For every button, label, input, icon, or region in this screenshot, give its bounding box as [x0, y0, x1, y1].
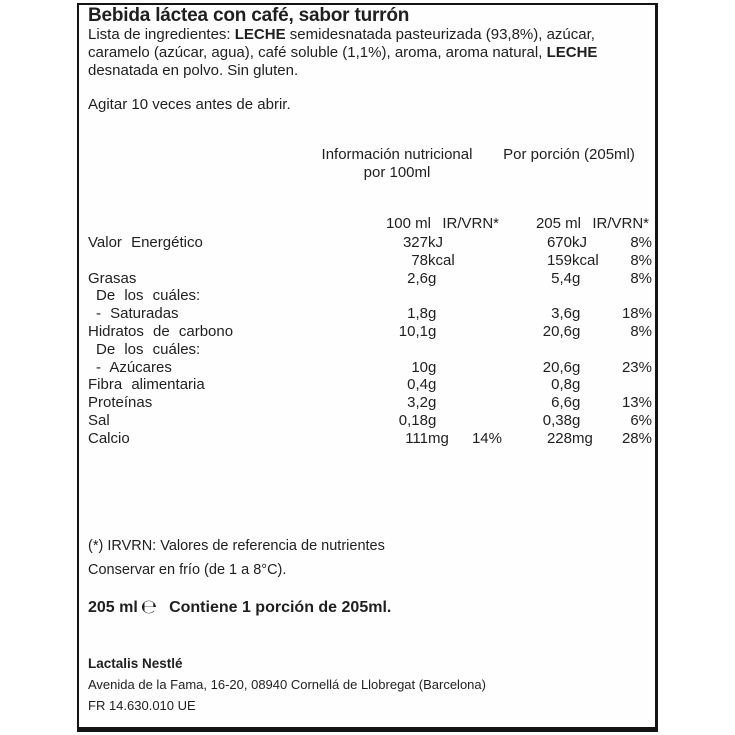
nutrient-name: Valor Energético — [88, 234, 203, 251]
nutrition-header-per-portion: Por porción (205ml) — [503, 146, 635, 163]
ingredient-text: semidesnatada pasteurizada (93,8%), azúcar, — [285, 26, 595, 43]
value-205ml-unit: g — [572, 269, 581, 287]
value-100ml-number: 78 — [411, 251, 428, 269]
nutrition-row — [88, 234, 658, 252]
nutrient-name: Proteínas — [88, 394, 153, 412]
value-205ml-number: 670 — [546, 234, 572, 251]
ingredients-line — [88, 44, 650, 62]
nutrition-row — [88, 341, 658, 359]
manufacturer-name: Lactalis Nestlé — [88, 656, 183, 671]
value-205ml-unit: mg — [572, 429, 593, 447]
ingredient-allergen: LECHE — [546, 44, 598, 61]
value-100ml-unit: g — [428, 376, 437, 394]
value-100ml-unit: mg — [428, 429, 449, 447]
net-quantity — [88, 596, 392, 618]
product-label — [77, 3, 658, 732]
nutrition-row — [88, 359, 658, 377]
storage-instruction: Conservar en frío (de 1 a 8°C). — [88, 562, 287, 578]
irvrn-205ml-value: 8% — [630, 251, 652, 269]
irvrn-205ml-value: 28% — [621, 429, 652, 447]
ingredients-line — [88, 26, 650, 44]
value-205ml-number: 5,4 — [551, 269, 572, 287]
nutrient-name: Hidratos de carbono — [88, 323, 234, 340]
manufacturer-registration: FR 14.630.010 UE — [88, 698, 196, 713]
nutrient-name: Grasas — [88, 269, 137, 287]
ingredient-allergen: LECHE — [234, 26, 286, 43]
value-100ml-unit: g — [428, 305, 437, 323]
nutrient-name: De los cuáles: — [96, 340, 201, 358]
value-100ml-number: 2,6 — [407, 269, 428, 287]
irvrn-footnote: (*) IRVRN: Valores de referencia de nutrientes — [88, 538, 385, 554]
ingredient-text: caramelo (azúcar, agua), café soluble (1,1%), aroma, aroma natural, — [88, 44, 547, 61]
irvrn-205ml-value: 8% — [630, 269, 652, 287]
value-205ml-number: 6,6 — [551, 394, 572, 412]
nutrition-row — [88, 394, 658, 412]
product-title: Bebida láctea con café, sabor turrón — [88, 5, 410, 26]
column-header-100ml: 100 ml — [385, 215, 431, 232]
value-205ml-number: 228 — [546, 429, 572, 447]
value-205ml-unit: g — [572, 376, 581, 394]
ingredient-text: desnatada en polvo. Sin gluten. — [88, 62, 299, 79]
value-100ml-number: 3,2 — [407, 394, 428, 412]
value-100ml-number: 10,1 — [398, 323, 428, 340]
nutrition-row — [88, 323, 658, 341]
ingredients-line — [88, 62, 650, 80]
value-205ml-number: 3,6 — [551, 305, 572, 323]
nutrition-header-line2: por 100ml — [363, 164, 431, 181]
value-205ml-unit: kcal — [572, 251, 599, 269]
estimated-sign-icon: ℮ — [140, 596, 158, 618]
nutrition-header-line1: Información nutricional — [321, 146, 473, 163]
irvrn-205ml-value: 6% — [630, 412, 652, 429]
irvrn-100ml-value: 14% — [471, 429, 502, 447]
value-100ml-unit: g — [428, 358, 437, 376]
ingredients-text — [88, 26, 650, 80]
value-205ml-number: 159 — [546, 251, 572, 269]
value-100ml-number: 1,8 — [407, 305, 428, 323]
nutrition-row — [88, 270, 658, 288]
nutrition-row — [88, 252, 658, 270]
irvrn-205ml-value: 13% — [621, 394, 652, 412]
nutrition-row — [88, 305, 658, 323]
value-205ml-unit: g — [572, 305, 581, 323]
value-100ml-unit: kcal — [428, 251, 455, 269]
nutrition-table — [88, 215, 658, 470]
column-header-205ml: 205 ml — [535, 215, 581, 232]
value-205ml-number: 0,8 — [551, 376, 572, 394]
value-100ml-unit: g — [428, 412, 437, 429]
value-205ml-number: 20,6 — [542, 358, 572, 376]
nutrition-row — [88, 412, 658, 430]
net-quantity-amount: 205 ml — [88, 599, 138, 616]
irvrn-205ml-value: 18% — [621, 305, 652, 323]
irvrn-205ml-value: 8% — [630, 323, 652, 340]
value-100ml-unit: g — [428, 323, 437, 340]
value-205ml-unit: g — [572, 394, 581, 412]
value-100ml-number: 0,4 — [407, 376, 428, 394]
column-header-irvrn-205ml: IR/VRN* — [592, 215, 649, 232]
nutrient-name: - Saturadas — [96, 305, 179, 323]
ingredient-text: Lista de ingredientes: — [88, 26, 235, 43]
value-205ml-unit: g — [572, 358, 581, 376]
portion-note: Contiene 1 porción de 205ml. — [169, 599, 392, 616]
value-100ml-number: 0,18 — [398, 412, 428, 429]
nutrient-name: De los cuáles: — [96, 287, 201, 305]
manufacturer-address: Avenida de la Fama, 16-20, 08940 Cornellá de Llobregat (Barcelona) — [88, 677, 486, 692]
nutrition-column-header-row — [88, 215, 658, 233]
nutrient-name: Fibra alimentaria — [88, 376, 205, 394]
nutrition-row — [88, 287, 658, 305]
irvrn-205ml-value: 8% — [630, 234, 652, 251]
value-100ml-unit: kJ — [428, 234, 443, 251]
nutrient-name: Sal — [88, 412, 110, 429]
nutrition-row — [88, 376, 658, 394]
value-205ml-unit: g — [572, 412, 581, 429]
value-205ml-unit: g — [572, 323, 581, 340]
column-header-irvrn-100ml: IR/VRN* — [442, 215, 499, 232]
value-205ml-number: 20,6 — [542, 323, 572, 340]
shake-instruction: Agitar 10 veces antes de abrir. — [88, 96, 291, 113]
nutrient-name: - Azúcares — [96, 358, 172, 376]
value-100ml-unit: g — [428, 269, 437, 287]
value-205ml-unit: kJ — [572, 234, 587, 251]
value-100ml-number: 327 — [402, 234, 428, 251]
nutrient-name: Calcio — [88, 429, 130, 447]
nutrition-row — [88, 430, 658, 448]
value-100ml-number: 111 — [405, 429, 428, 447]
value-100ml-number: 10 — [411, 358, 428, 376]
irvrn-205ml-value: 23% — [621, 358, 652, 376]
value-100ml-unit: g — [428, 394, 437, 412]
value-205ml-number: 0,38 — [542, 412, 572, 429]
manufacturer-block — [88, 653, 486, 716]
